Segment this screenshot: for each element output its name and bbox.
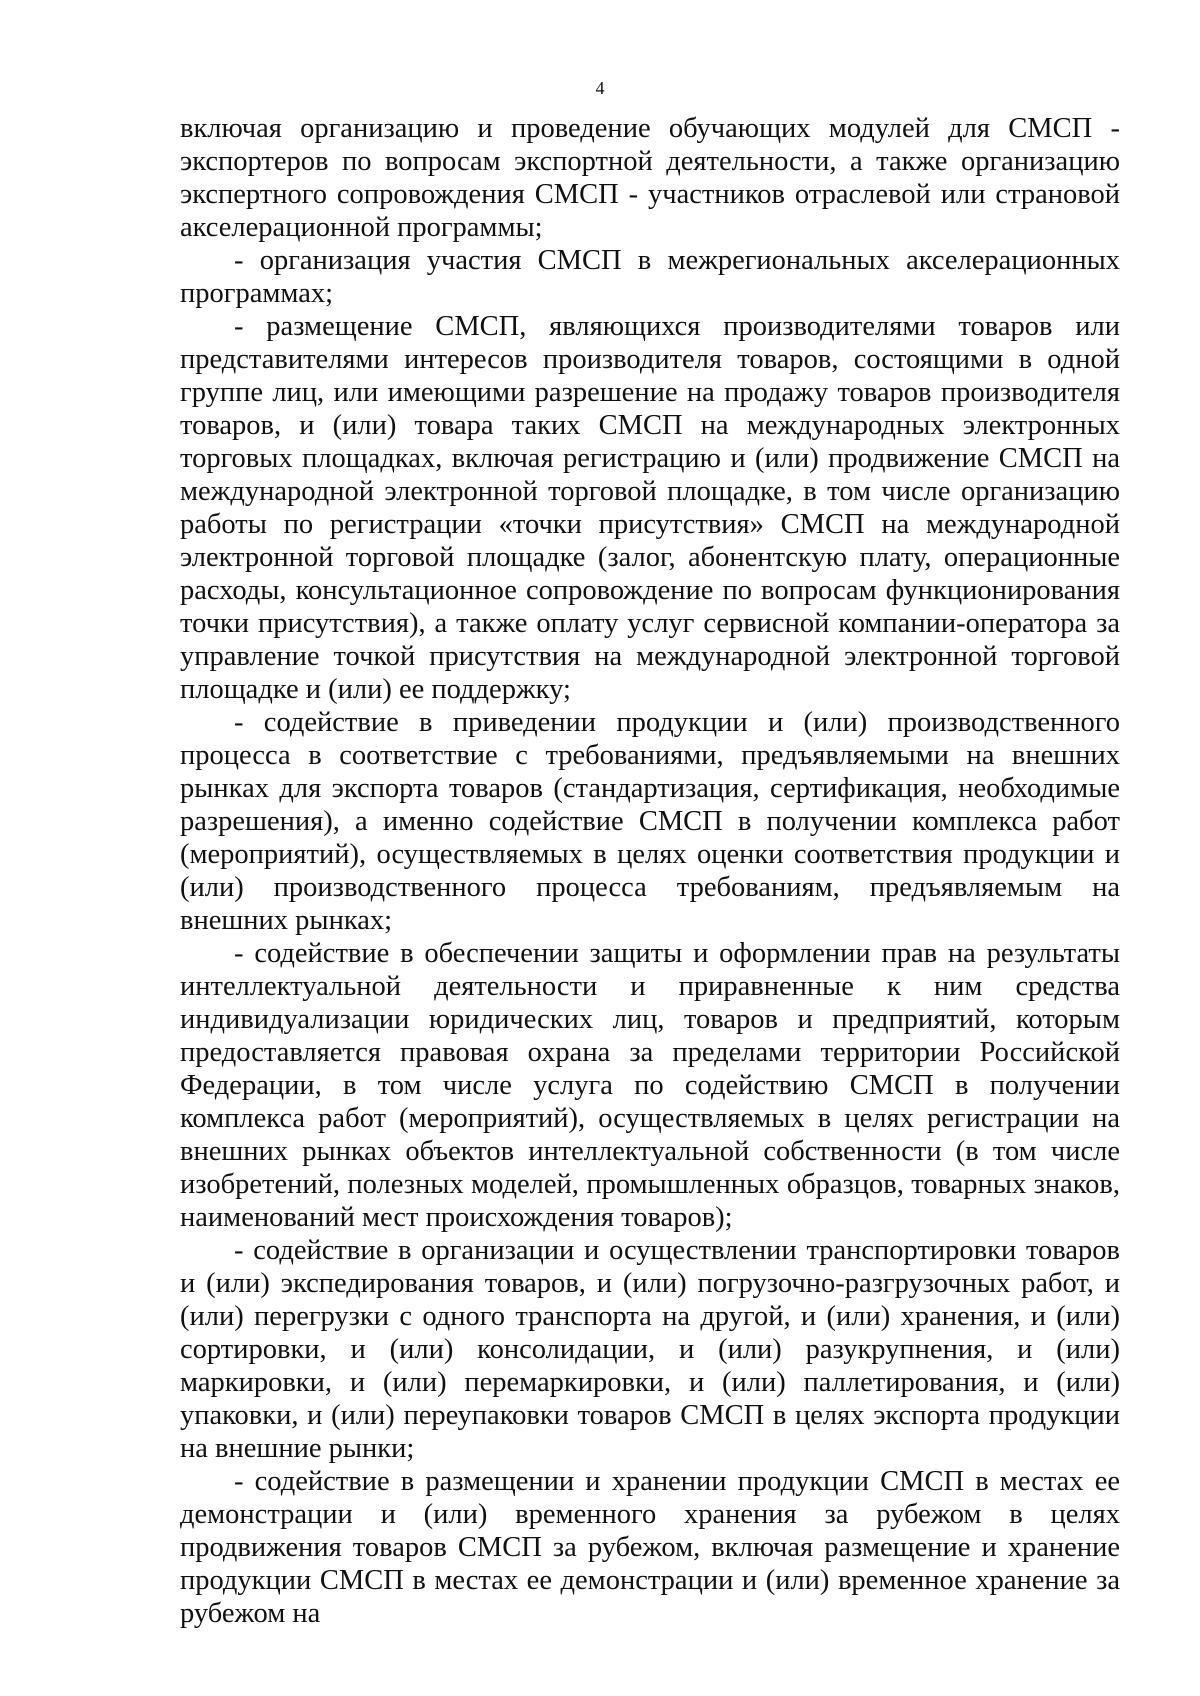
paragraph-continuation: включая организацию и проведение обучающих модулей для СМСП - экспортеров по вопросам экспортной деятельности, а также организацию экспертного сопровождения СМСП - участников отраслевой или страновой акселерационной программы; (180, 113, 1120, 243)
document-body (180, 112, 1120, 1630)
paragraph-certification-support: - содействие в приведении продукции и (или) производственного процесса в соответствие с требованиями, предъявляемыми на внешних рынках для экспорта товаров (стандартизация, сертификация, необходимые разрешения), а именно содействие СМСП в получении комплекса работ (мероприятий), осуществляемых в целях оценки соответствия продукции и (или) производственного процесса требованиям, предъявляемым на внешних рынках; (180, 707, 1120, 936)
page-number: 4 (595, 78, 605, 98)
paragraph-marketplace-placement: - размещение СМСП, являющихся производителями товаров или представителями интересов производителя товаров, состоящими в одной группе лиц, или имеющими разрешение на продажу товаров производителя товаров, и (или) товара таких СМСП на международных электронных торговых площадках, включая регистрацию и (или) продвижение СМСП на международной электронной торговой площадке, в том числе организацию работы по регистрации «точки присутствия» СМСП на международной электронной торговой площадке (залог, абонентскую плату, операционные расходы, консультационное сопровождение по вопросам функционирования точки присутствия), а также оплату услуг сервисной компании-оператора за управление точкой присутствия на международной электронной торговой площадке и (или) ее поддержку; (180, 311, 1120, 705)
paragraph-storage-abroad: - содействие в размещении и хранении продукции СМСП в местах ее демонстрации и (или) временного хранения за рубежом в целях продвижения товаров СМСП за рубежом, включая размещение и хранение продукции СМСП в местах ее демонстрации и (или) временное хранение за рубежом на (180, 1466, 1120, 1629)
paragraph-intellectual-property: - содействие в обеспечении защиты и оформлении прав на результаты интеллектуальной деятельности и приравненные к ним средства индивидуализации юридических лиц, товаров и предприятий, которым предоставляется правовая охрана за пределами территории Российской Федерации, в том числе услуга по содействию СМСП в получении комплекса работ (мероприятий), осуществляемых в целях регистрации на внешних рынках объектов интеллектуальной собственности (в том числе изобретений, полезных моделей, промышленных образцов, товарных знаков, наименований мест происхождения товаров); (180, 938, 1120, 1233)
paragraph-interregional-acceleration: - организация участия СМСП в межрегиональных акселерационных программах; (180, 245, 1120, 309)
paragraph-transportation: - содействие в организации и осуществлении транспортировки товаров и (или) экспедирования товаров, и (или) погрузочно-разгрузочных работ, и (или) перегрузки с одного транспорта на другой, и (или) хранения, и (или) сортировки, и (или) консолидации, и (или) разукрупнения, и (или) маркировки, и (или) перемаркировки, и (или) паллетирования, и (или) упаковки, и (или) переупаковки товаров СМСП в целях экспорта продукции на внешние рынки; (180, 1235, 1120, 1464)
